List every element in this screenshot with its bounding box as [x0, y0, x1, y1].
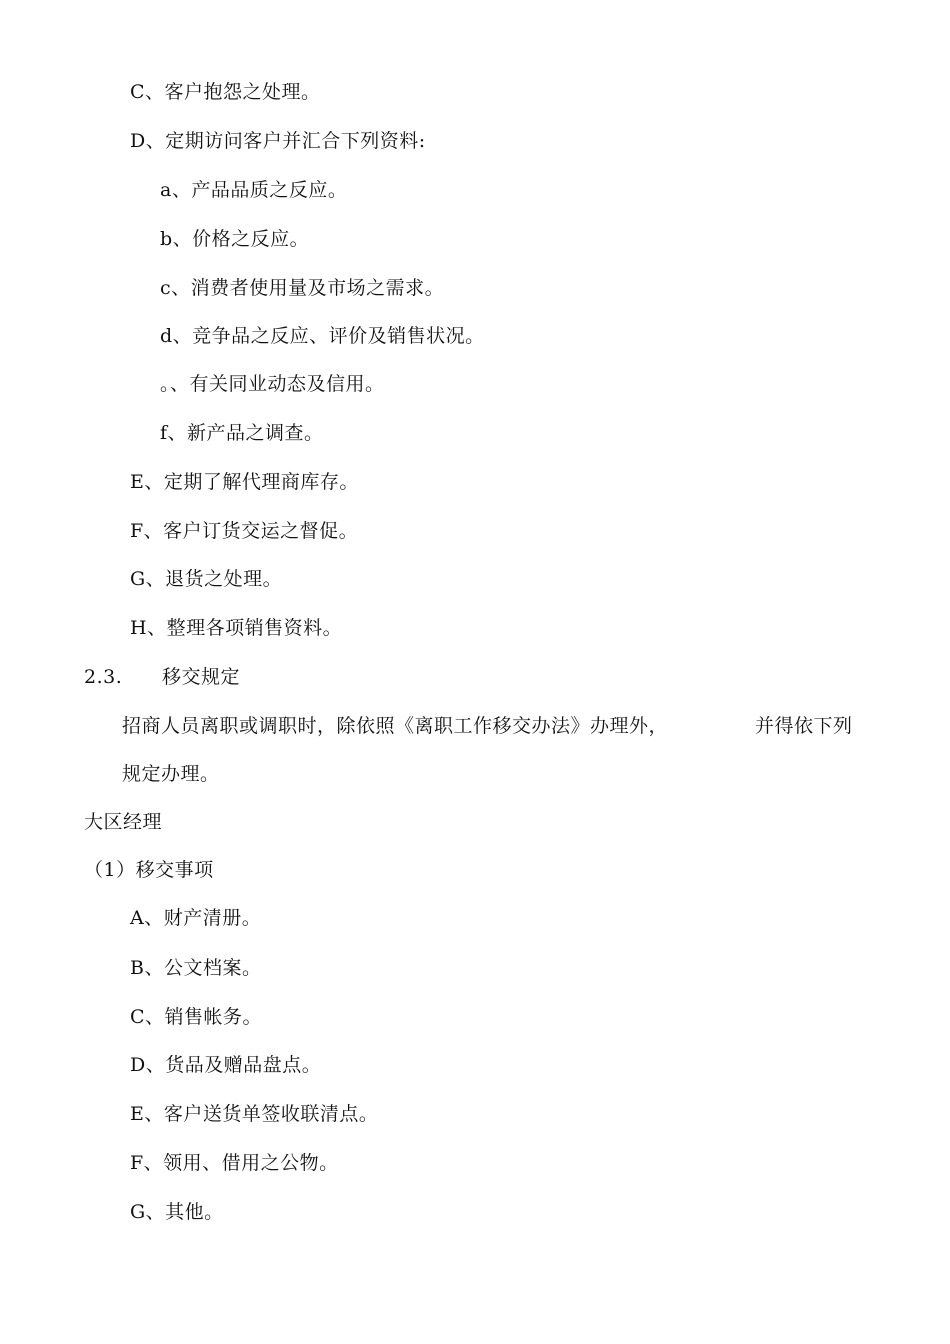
list-item: F、客户订货交运之督促。 [130, 520, 359, 542]
section-title: 移交规定 [162, 666, 241, 688]
list-item: C、客户抱怨之处理。 [130, 81, 321, 103]
list-item: C、销售帐务。 [130, 1006, 263, 1028]
paragraph-text: 招商人员离职或调职时，除依照《离职工作移交办法》办理外， [122, 715, 669, 737]
list-item: G、其他。 [130, 1201, 224, 1223]
list-item: F、领用、借用之公物。 [130, 1152, 339, 1174]
paragraph-text: 规定办理。 [122, 763, 220, 785]
subheading: （1）移交事项 [84, 859, 214, 881]
sub-list-item: c、消费者使用量及市场之需求。 [160, 277, 445, 299]
sub-list-item: b、价格之反应。 [160, 228, 310, 250]
sub-list-item: f、新产品之调查。 [160, 422, 324, 444]
sub-list-item: a、产品品质之反应。 [160, 179, 348, 201]
sub-list-item: 。、有关同业动态及信用。 [160, 373, 385, 395]
list-item: A、财产清册。 [130, 907, 262, 929]
list-item: E、定期了解代理商库存。 [130, 471, 359, 493]
list-item: H、整理各项销售资料。 [130, 617, 343, 639]
role-heading: 大区经理 [84, 811, 163, 833]
list-item: B、公文档案。 [130, 957, 262, 979]
sub-list-item: d、竞争品之反应、评价及销售状况。 [160, 325, 485, 347]
paragraph-text: 并得依下列 [755, 715, 853, 737]
section-number: 2.3. [84, 666, 123, 688]
list-item: D、定期访问客户并汇合下列资料: [130, 130, 426, 152]
list-item: D、货品及赠品盘点。 [130, 1054, 322, 1076]
list-item: E、客户送货单签收联清点。 [130, 1103, 379, 1125]
list-item: G、退货之处理。 [130, 568, 283, 590]
